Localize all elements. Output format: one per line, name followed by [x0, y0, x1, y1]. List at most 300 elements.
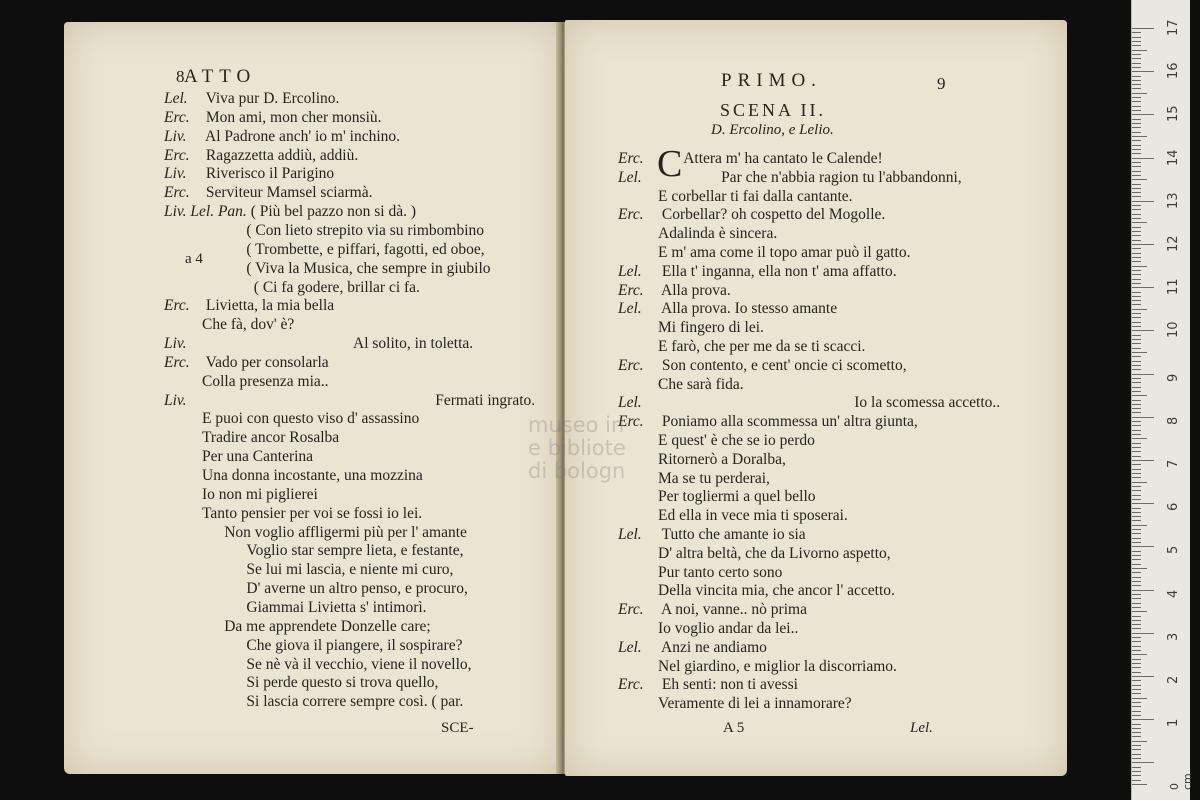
verse-line	[164, 260, 491, 278]
verse-line	[618, 488, 816, 506]
ruler-tick	[1132, 719, 1154, 720]
verse-line	[618, 150, 883, 168]
line-text: Giammai Livietta s' intimorì.	[246, 598, 427, 616]
ruler-tick	[1132, 326, 1141, 327]
ruler-tick	[1132, 538, 1141, 539]
verse-line	[618, 507, 848, 525]
line-text: Livietta, la mia bella	[202, 297, 335, 315]
verse-line	[618, 244, 910, 262]
verse-line	[618, 319, 764, 337]
verse-line	[164, 373, 329, 391]
ruler-tick	[1132, 616, 1141, 617]
ruler-tick	[1132, 37, 1141, 38]
ruler-tick	[1132, 434, 1141, 435]
ruler-tick	[1132, 400, 1141, 401]
ruler-tick	[1132, 495, 1141, 496]
verse-line	[164, 410, 419, 428]
ruler-tick	[1132, 724, 1141, 725]
verse-line	[618, 413, 918, 431]
ruler-tick	[1132, 58, 1141, 59]
verse-line	[618, 338, 865, 356]
ruler-tick	[1132, 171, 1141, 172]
signature-footer: A 5	[723, 720, 745, 736]
ruler-tick	[1132, 101, 1141, 102]
ruler-number: 1	[1166, 718, 1181, 728]
ruler-tick	[1132, 473, 1141, 474]
verse-line	[618, 676, 798, 694]
line-text: ( Ci fa godere, brillar ci fa.	[253, 278, 420, 296]
verse-line	[618, 376, 744, 394]
ruler-tick	[1132, 184, 1141, 185]
line-text: ( Trombette, e piffari, fagotti, ed oboe,	[246, 240, 485, 258]
ruler-tick	[1132, 508, 1141, 509]
ruler-tick	[1132, 32, 1141, 33]
line-text: Per una Canterina	[202, 448, 314, 466]
signature-mark: a 4	[185, 251, 203, 267]
verse-line	[618, 206, 885, 224]
line-text: Attera m' ha cantato le Calende!	[680, 150, 883, 167]
line-text: Pur tanto certo sono	[658, 563, 783, 581]
verse-line	[164, 467, 423, 485]
ruler-number: 17	[1166, 19, 1181, 36]
ruler-tick	[1132, 568, 1147, 569]
ruler-tick	[1132, 205, 1141, 206]
ruler-tick	[1132, 343, 1141, 344]
ruler-tick	[1132, 136, 1147, 137]
line-text: Riverisco il Parigino	[202, 165, 335, 183]
line-text: Mi fingero di lei.	[658, 319, 764, 337]
left-page-header: ATTO	[184, 66, 257, 87]
ruler-number: 6	[1166, 502, 1181, 512]
ruler-tick	[1132, 240, 1141, 241]
line-text: Anzi ne andiamo	[658, 638, 767, 656]
speaker-label: Liv.	[164, 391, 187, 409]
ruler-tick	[1132, 158, 1154, 159]
verse-line	[618, 188, 853, 206]
verse-line	[618, 169, 962, 187]
verse-line	[618, 282, 731, 300]
ruler-tick	[1132, 391, 1141, 392]
ruler-tick	[1132, 715, 1141, 716]
ruler-tick	[1132, 620, 1141, 621]
ruler-tick	[1132, 771, 1141, 772]
speaker-label: Liv.	[164, 335, 187, 353]
speaker-label: Erc.	[164, 184, 190, 202]
ruler-tick	[1132, 417, 1154, 418]
ruler-tick	[1132, 464, 1141, 465]
speaker-label: Erc.	[618, 676, 644, 694]
verse-line	[164, 656, 472, 674]
line-text: Si lascia correre sempre così. ( par.	[246, 693, 464, 711]
verse-line	[164, 392, 535, 410]
ruler-tick	[1132, 356, 1141, 357]
ruler-tick	[1132, 736, 1141, 737]
speaker-label: Erc.	[618, 413, 644, 431]
verse-line	[164, 637, 462, 655]
ruler-number: 10	[1166, 321, 1181, 339]
verse-line	[618, 564, 782, 582]
line-text: Io non mi piglierei	[202, 485, 318, 503]
ruler-tick	[1132, 214, 1141, 215]
ruler-tick	[1132, 438, 1147, 439]
line-text: Al solito, in toletta.	[350, 335, 474, 353]
ruler-tick	[1132, 654, 1147, 655]
ruler-tick	[1132, 754, 1141, 755]
ruler-tick	[1132, 166, 1141, 167]
line-text: Della vincita mia, che ancor l' accetto.	[658, 582, 895, 600]
line-text: D' altra beltà, che da Livorno aspetto,	[658, 544, 891, 562]
ruler-tick	[1132, 659, 1141, 660]
ruler-number: 7	[1166, 459, 1181, 468]
verse-line	[164, 222, 484, 240]
ruler-tick	[1132, 430, 1141, 431]
line-text: Si perde questo si trova quello,	[246, 674, 439, 692]
ruler-tick	[1132, 607, 1141, 608]
ruler-tick	[1132, 477, 1141, 478]
ruler-tick	[1132, 572, 1141, 573]
ruler-tick	[1132, 559, 1141, 560]
verse-line	[618, 601, 807, 619]
ruler-tick	[1132, 132, 1141, 133]
ruler-tick	[1132, 594, 1141, 595]
line-text: Corbellar? oh cospetto del Mogolle.	[658, 206, 886, 224]
line-text: E m' ama come il topo amar può il gatto.	[658, 244, 911, 261]
ruler-tick	[1132, 244, 1154, 245]
ruler-tick	[1132, 533, 1141, 534]
scene-characters: D. Ercolino, e Lelio.	[711, 122, 834, 138]
ruler-tick	[1132, 253, 1141, 254]
ruler-tick	[1132, 689, 1141, 690]
right-catchword: Lel.	[910, 720, 933, 736]
line-text: Da me apprendete Donzelle care;	[224, 617, 431, 635]
ruler-tick	[1132, 698, 1147, 699]
line-text: A noi, vanne.. nò prima	[658, 601, 807, 619]
ruler-tick	[1132, 106, 1141, 107]
speaker-label: Lel.	[164, 90, 188, 107]
ruler-tick	[1132, 227, 1141, 228]
verse-line	[618, 639, 767, 657]
ruler-tick	[1132, 123, 1141, 124]
ruler-tick	[1132, 749, 1141, 750]
ruler-tick	[1132, 119, 1141, 120]
speaker-label: Lel.	[618, 168, 642, 186]
ruler-tick	[1132, 780, 1141, 781]
line-text: Viva pur D. Ercolino.	[202, 90, 340, 107]
ruler-tick	[1132, 404, 1141, 405]
ruler-tick	[1132, 149, 1141, 150]
line-text: Tutto che amante io sia	[658, 526, 806, 543]
ruler-tick	[1132, 603, 1141, 604]
verse-line	[164, 279, 420, 297]
right-page-header: PRIMO.	[721, 70, 822, 91]
ruler-tick	[1132, 266, 1147, 267]
verse-line	[164, 297, 334, 315]
speaker-label: Erc.	[164, 297, 190, 315]
speaker-label: Lel.	[618, 394, 642, 412]
ruler-tick	[1132, 235, 1141, 236]
line-text: Ella t' inganna, ella non t' ama affatto.	[658, 262, 897, 280]
line-text: Che giova il piangere, il sospirare?	[246, 636, 463, 654]
ruler-tick	[1132, 201, 1154, 202]
verse-line	[164, 165, 334, 183]
ruler-tick	[1132, 335, 1141, 336]
ruler-tick	[1132, 598, 1141, 599]
ruler-tick	[1132, 680, 1141, 681]
speaker-label: Erc.	[618, 601, 644, 619]
ruler-number: 2	[1166, 675, 1181, 684]
ruler-tick	[1132, 499, 1141, 500]
ruler-tick	[1132, 728, 1141, 729]
line-text: Nel giardino, e miglior la discorriamo.	[658, 657, 897, 675]
ruler-tick	[1132, 451, 1141, 452]
verse-line	[164, 316, 294, 334]
line-text: Non voglio affligermi più per l' amante	[224, 523, 467, 541]
speaker-label: Liv. Lel. Pan.	[164, 203, 247, 221]
drop-cap: C	[657, 143, 683, 185]
verse-line	[164, 241, 485, 259]
ruler-tick	[1132, 188, 1141, 189]
ruler-tick	[1132, 292, 1141, 293]
line-text: Ragazzetta addiù, addiù.	[202, 146, 359, 164]
ruler-tick	[1132, 641, 1141, 642]
verse-line	[618, 300, 837, 318]
line-text: Io la scomessa accetto..	[850, 394, 1001, 412]
verse-line	[164, 448, 313, 466]
verse-line	[618, 470, 770, 488]
line-text: Io voglio andar da lei..	[658, 620, 799, 637]
ruler-tick	[1132, 581, 1141, 582]
line-text: Se nè và il vecchio, viene il novello,	[246, 655, 472, 673]
verse-line	[164, 693, 463, 711]
verse-line	[618, 432, 815, 450]
measuring-ruler	[1131, 0, 1194, 800]
speaker-label: Liv.	[164, 127, 187, 145]
ruler-tick	[1132, 663, 1141, 664]
ruler-tick	[1132, 676, 1154, 677]
ruler-tick	[1132, 127, 1141, 128]
ruler-tick	[1132, 309, 1147, 310]
verse-line	[618, 394, 1000, 412]
ruler-tick	[1132, 577, 1141, 578]
ruler-tick	[1132, 352, 1147, 353]
speaker-label: Erc.	[618, 206, 644, 224]
ruler-tick	[1132, 408, 1141, 409]
watermark-line: di bologn	[528, 459, 626, 483]
ruler-tick	[1132, 365, 1141, 366]
line-text: Voglio star sempre lieta, e festante,	[246, 542, 464, 560]
ruler-tick	[1132, 590, 1154, 591]
ruler-tick	[1132, 732, 1141, 733]
line-text: Tradire ancor Rosalba	[202, 429, 340, 447]
ruler-tick	[1132, 339, 1141, 340]
ruler-tick	[1132, 313, 1141, 314]
ruler-tick	[1132, 382, 1141, 383]
line-text: E corbellar ti fai dalla cantante.	[658, 187, 853, 205]
verse-line	[164, 505, 422, 523]
line-text: Tanto pensier per voi se fossi io lei.	[202, 504, 423, 522]
verse-line	[618, 451, 786, 469]
ruler-number: 11	[1166, 278, 1181, 296]
ruler-tick	[1132, 71, 1154, 72]
ruler-tick	[1132, 140, 1141, 141]
ruler-tick	[1132, 270, 1141, 271]
ruler-tick	[1132, 296, 1141, 297]
ruler-tick	[1132, 456, 1141, 457]
verse-line	[164, 128, 400, 146]
ruler-tick	[1132, 50, 1147, 51]
ruler-tick	[1132, 646, 1141, 647]
ruler-tick	[1132, 93, 1147, 94]
line-text: ( Con lieto strepito via su rimbombino	[246, 221, 485, 239]
verse-line	[164, 486, 318, 504]
ruler-tick	[1132, 633, 1154, 634]
ruler-tick	[1132, 378, 1141, 379]
ruler-tick	[1132, 369, 1141, 370]
verse-line	[618, 545, 891, 563]
ruler-tick	[1132, 28, 1154, 29]
speaker-label: Erc.	[164, 353, 190, 371]
left-catchword: SCE-	[441, 720, 474, 736]
ruler-tick	[1132, 110, 1141, 111]
verse-line	[164, 335, 473, 353]
line-text: Per togliermi a quel bello	[658, 488, 816, 506]
ruler-tick	[1132, 80, 1141, 81]
line-text: Se lui mi lascia, e niente mi curo,	[246, 561, 454, 579]
verse-line	[618, 582, 895, 600]
ruler-tick	[1132, 447, 1141, 448]
ruler-tick	[1132, 767, 1141, 768]
ruler-number: 8	[1166, 416, 1181, 425]
ruler-tick	[1132, 564, 1141, 565]
line-text: Fermati ingrato.	[431, 391, 536, 409]
ruler-tick	[1132, 460, 1154, 461]
ruler-tick	[1132, 551, 1141, 552]
ruler-tick	[1132, 672, 1141, 673]
verse-line	[164, 90, 339, 108]
ruler-tick	[1132, 512, 1141, 513]
line-text: Ma se tu perderai,	[658, 469, 770, 487]
ruler-tick	[1132, 490, 1141, 491]
ruler-tick	[1132, 145, 1141, 146]
ruler-tick	[1132, 529, 1141, 530]
ruler-tick	[1132, 741, 1147, 742]
speaker-label: Lel.	[618, 526, 642, 543]
ruler-tick	[1132, 231, 1141, 232]
ruler-tick	[1132, 425, 1141, 426]
line-text: Ritornerò a Doralba,	[658, 450, 786, 468]
ruler-number: 15	[1166, 105, 1181, 123]
verse-line	[618, 695, 852, 713]
ruler-tick	[1132, 624, 1141, 625]
ruler-tick	[1132, 775, 1141, 776]
verse-line	[618, 620, 798, 638]
ruler-tick	[1132, 97, 1141, 98]
speaker-label: Lel.	[618, 262, 642, 280]
ruler-tick	[1132, 711, 1141, 712]
watermark-line: e bibliote	[528, 436, 626, 460]
verse-line	[164, 354, 329, 372]
ruler-tick	[1132, 162, 1141, 163]
ruler-tick	[1132, 503, 1154, 504]
ruler-tick	[1132, 261, 1141, 262]
ruler-tick	[1132, 222, 1147, 223]
line-text: Ed ella in vece mia ti sposerai.	[658, 507, 848, 525]
line-text: Mon ami, mon cher monsiù.	[202, 108, 382, 126]
ruler-tick	[1132, 585, 1141, 586]
ruler-number: 16	[1166, 62, 1181, 80]
ruler-tick	[1132, 706, 1141, 707]
line-text: D' averne un altro penso, e procuro,	[246, 580, 468, 598]
ruler-tick	[1132, 114, 1154, 115]
line-text: ( Viva la Musica, che sempre in giubilo	[246, 259, 491, 277]
scene-title: SCENA II.	[720, 100, 827, 120]
ruler-tick	[1132, 387, 1141, 388]
ruler-tick	[1132, 486, 1141, 487]
verse-line	[618, 225, 777, 243]
ruler-tick	[1132, 361, 1141, 362]
speaker-label: Erc.	[164, 146, 190, 164]
ruler-tick	[1132, 758, 1141, 759]
ruler-number: 9	[1166, 373, 1181, 382]
ruler-number: 14	[1166, 149, 1181, 166]
verse-line	[164, 184, 372, 202]
ruler-tick	[1132, 248, 1141, 249]
ruler-tick	[1132, 348, 1141, 349]
line-text: Par che n'abbia ragion tu l'abbandonni,	[717, 168, 962, 186]
ruler-tick	[1132, 667, 1141, 668]
line-text: Adalinda è sincera.	[658, 225, 778, 243]
speaker-label: Lel.	[618, 300, 642, 318]
verse-line	[164, 203, 416, 221]
ruler-tick	[1132, 287, 1154, 288]
ruler-tick	[1132, 685, 1141, 686]
ruler-tick	[1132, 45, 1141, 46]
ruler-number: 3	[1166, 632, 1181, 641]
line-text: Son contento, e cent' oncie ci scometto,	[658, 356, 907, 374]
ruler-tick	[1132, 41, 1141, 42]
line-text: E farò, che per me da se ti scacci.	[658, 338, 866, 355]
ruler-tick	[1132, 395, 1147, 396]
verse-line	[164, 618, 431, 636]
ruler-tick	[1132, 525, 1147, 526]
speaker-label: Erc.	[618, 150, 644, 167]
ruler-number: 4	[1166, 589, 1181, 598]
ruler-tick	[1132, 218, 1141, 219]
ruler-tick	[1132, 469, 1141, 470]
ruler-tick	[1132, 175, 1141, 176]
ruler-tick	[1132, 443, 1141, 444]
ruler-tick	[1132, 196, 1141, 197]
ruler-tick	[1132, 330, 1154, 331]
ruler-tick	[1132, 209, 1141, 210]
left-page-number: 8	[176, 67, 185, 86]
ruler-number: 13	[1166, 192, 1181, 209]
library-watermark	[528, 414, 626, 483]
line-text: Al Padrone anch' io m' inchino.	[202, 127, 401, 145]
line-text: Vado per consolarla	[202, 353, 329, 371]
ruler-tick	[1132, 611, 1147, 612]
verse-line	[164, 542, 463, 560]
speaker-label: Lel.	[618, 638, 642, 656]
verse-line	[164, 524, 467, 542]
ruler-tick	[1132, 54, 1141, 55]
ruler-tick	[1132, 283, 1141, 284]
ruler-tick	[1132, 702, 1141, 703]
line-text: Veramente di lei a innamorare?	[658, 695, 852, 713]
ruler-number: 5	[1166, 546, 1181, 555]
ruler-tick	[1132, 179, 1147, 180]
left-page	[64, 22, 561, 774]
